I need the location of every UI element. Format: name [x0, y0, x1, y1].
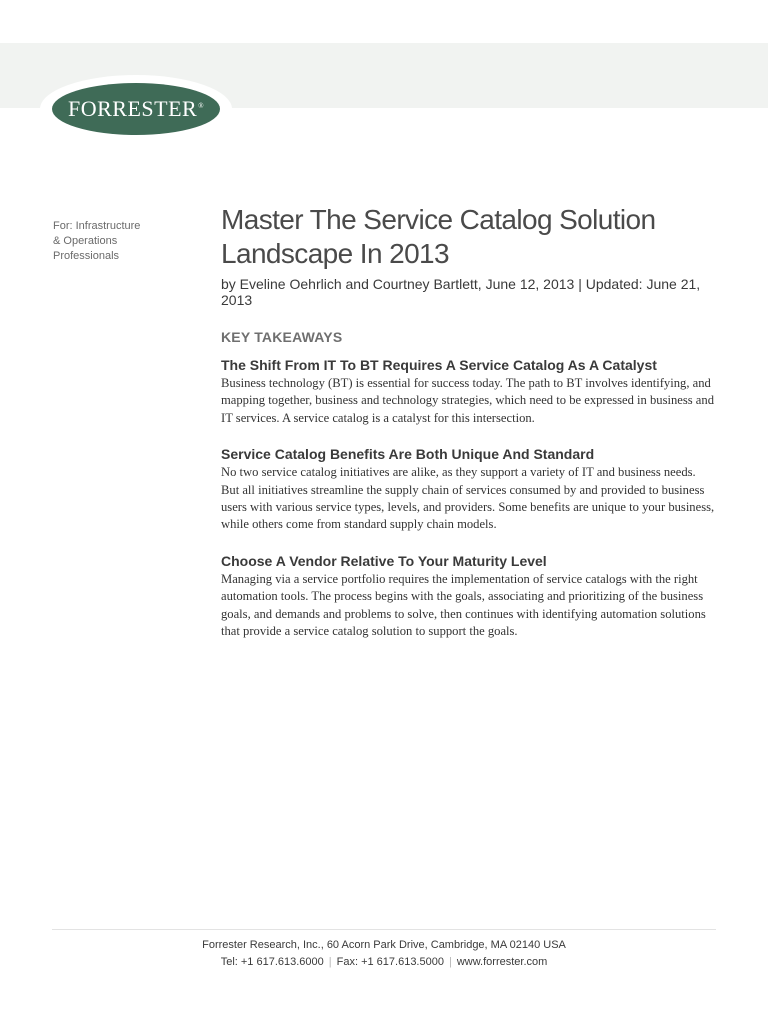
- takeaway-title: The Shift From IT To BT Requires A Service Catalog As A Catalyst: [221, 357, 657, 373]
- report-summary: [221, 203, 717, 640]
- takeaway: [221, 446, 717, 534]
- audience-line: For: Infrastructure: [53, 220, 141, 232]
- footer-divider: [52, 929, 716, 930]
- takeaway: [221, 357, 717, 427]
- footer-contact: [0, 954, 768, 971]
- takeaway-body: No two service catalog initiatives are alike, as they support a variety of IT and business needs. But all initiatives streamline the supply chain of services consumed by and provided to business users with various service types, levels, and providers. Some benefits are unique to your business, while others come from standard supply chain models.: [221, 465, 715, 532]
- forrester-logo: [52, 83, 220, 135]
- footer-separator: |: [328, 956, 332, 968]
- registered-mark: ®: [198, 101, 205, 110]
- takeaway: [221, 553, 717, 641]
- footer: [0, 937, 768, 971]
- audience-line: & Operations: [53, 235, 118, 247]
- logo-text: FORRESTER: [67, 96, 198, 121]
- report-title: Master The Service Catalog Solution Landscape In 2013: [221, 204, 656, 269]
- key-takeaways-heading: KEY TAKEAWAYS: [221, 329, 343, 345]
- takeaway-body: Managing via a service portfolio requires the implementation of service catalogs with the right automation tools. The process begins with the goals, associating and prioritizing of the business goals, and demands and problems to solve, then continues with identifying automation solutions that provide a service catalog solution to support the goals.: [221, 571, 706, 639]
- audience-line: Professionals: [53, 250, 120, 262]
- takeaway-title: Service Catalog Benefits Are Both Unique And Standard: [221, 446, 595, 463]
- footer-fax: Fax: +1 617.613.5000: [336, 956, 444, 968]
- audience-label: [53, 219, 173, 264]
- report-byline: by Eveline Oehrlich and Courtney Bartlett, June 12, 2013 | Updated: June 21, 2013: [221, 276, 701, 308]
- footer-website-link[interactable]: www.forrester.com: [456, 956, 548, 968]
- footer-address: Forrester Research, Inc., 60 Acorn Park Drive, Cambridge, MA 02140 USA: [202, 939, 566, 951]
- takeaway-title: Choose A Vendor Relative To Your Maturity Level: [221, 552, 547, 569]
- takeaway-body: Business technology (BT) is essential for success today. The path to BT involves identifying, and mapping together, business and technology strategies, which need to be expressed in business and IT services. A service catalog is a catalyst for this intersection.: [221, 376, 714, 425]
- footer-phone: Tel: +1 617.613.6000: [220, 956, 324, 968]
- logo-wordmark: [68, 98, 204, 120]
- footer-separator: |: [448, 956, 452, 968]
